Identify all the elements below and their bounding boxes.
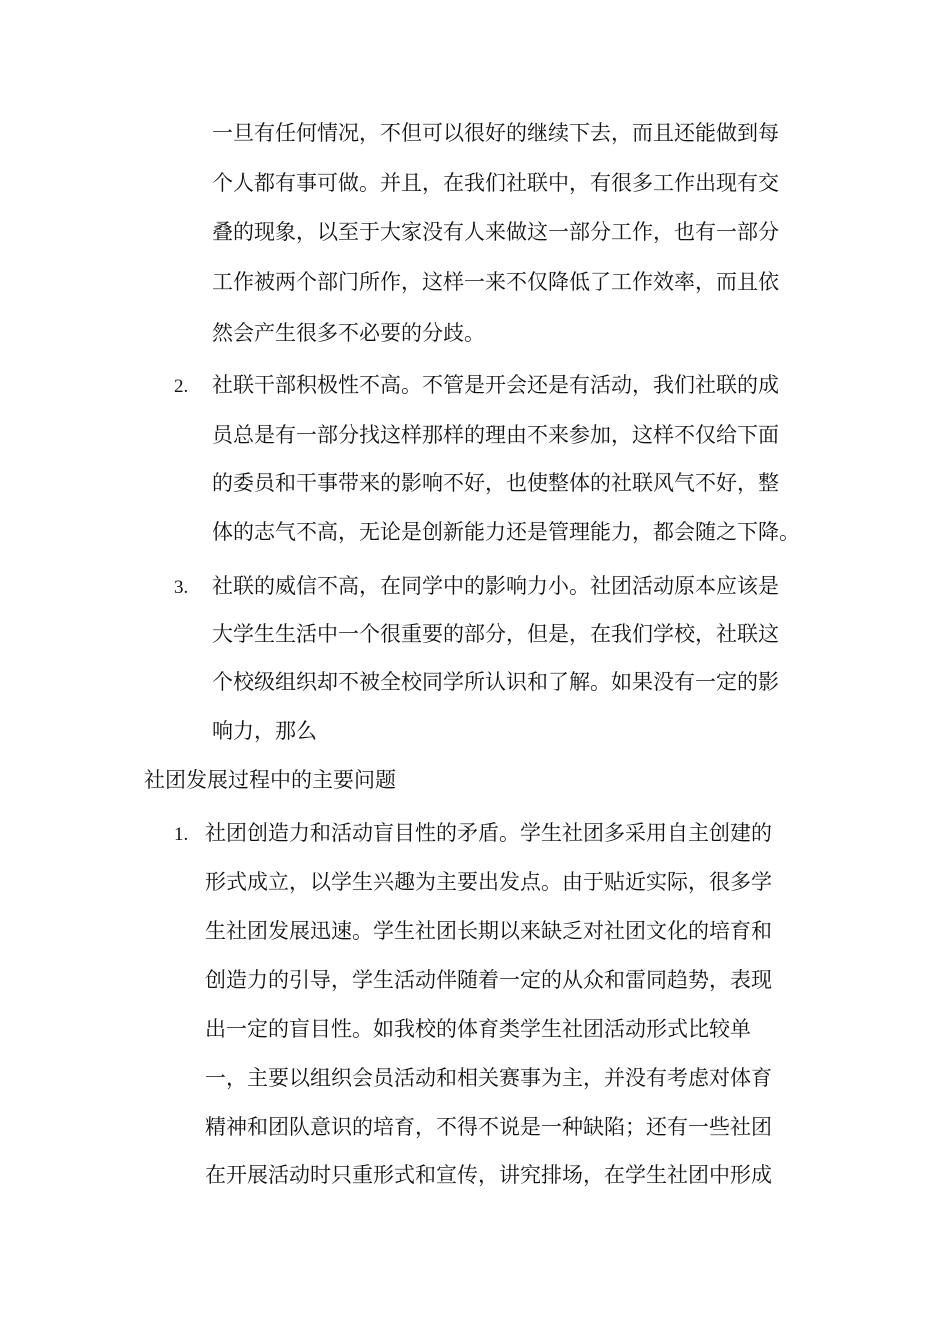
list-item-line: 社联的威信不高，在同学中的影响力小。社团活动原本应该是 [212, 574, 779, 598]
list-item-line: 一，主要以组织会员活动和相关赛事为主，并没有考虑对体育 [205, 1066, 772, 1090]
section-heading: 社团发展过程中的主要问题 [144, 768, 396, 792]
list-item-number: 3. [174, 577, 189, 598]
list-item-line: 形式成立，以学生兴趣为主要出发点。由于贴近实际，很多学 [205, 870, 772, 894]
list-item-line: 社联干部积极性不高。不管是开会还是有活动，我们社联的成 [212, 373, 779, 397]
list-item-line: 个校级组织却不被全校同学所认识和了解。如果没有一定的影 [212, 670, 779, 694]
list-item-line: 体的志气不高，无论是创新能力还是管理能力，都会随之下降。 [212, 520, 800, 544]
list-item-line: 员总是有一部分找这样那样的理由不来参加，这样不仅给下面 [212, 423, 779, 447]
paragraph-line: 叠的现象，以至于大家没有人来做这一部分工作，也有一部分 [212, 220, 779, 244]
list-item-line: 社团创造力和活动盲目性的矛盾。学生社团多采用自主创建的 [205, 821, 772, 845]
list-item-line: 大学生生活中一个很重要的部分，但是，在我们学校，社联这 [212, 622, 779, 646]
paragraph-line: 然会产生很多不必要的分歧。 [212, 321, 485, 345]
list-item-number: 2. [174, 376, 189, 397]
list-item-line: 精神和团队意识的培育，不得不说是一种缺陷；还有一些社团 [205, 1115, 772, 1139]
paragraph-line: 一旦有任何情况，不但可以很好的继续下去，而且还能做到每 [212, 121, 779, 145]
list-item-line: 在开展活动时只重形式和宣传，讲究排场，在学生社团中形成 [205, 1163, 772, 1187]
list-item-line: 的委员和干事带来的影响不好，也使整体的社联风气不好，整 [212, 471, 779, 495]
paragraph-line: 工作被两个部门所作，这样一来不仅降低了工作效率，而且依 [212, 270, 779, 294]
list-item-line: 创造力的引导，学生活动伴随着一定的从众和雷同趋势，表现 [205, 968, 772, 992]
list-item-line: 生社团发展迅速。学生社团长期以来缺乏对社团文化的培育和 [205, 919, 772, 943]
list-item-line: 响力，那么 [212, 719, 317, 743]
list-item-line: 出一定的盲目性。如我校的体育类学生社团活动形式比较单 [205, 1017, 751, 1041]
paragraph-line: 个人都有事可做。并且，在我们社联中，有很多工作出现有交 [212, 171, 779, 195]
list-item-number: 1. [174, 824, 189, 845]
